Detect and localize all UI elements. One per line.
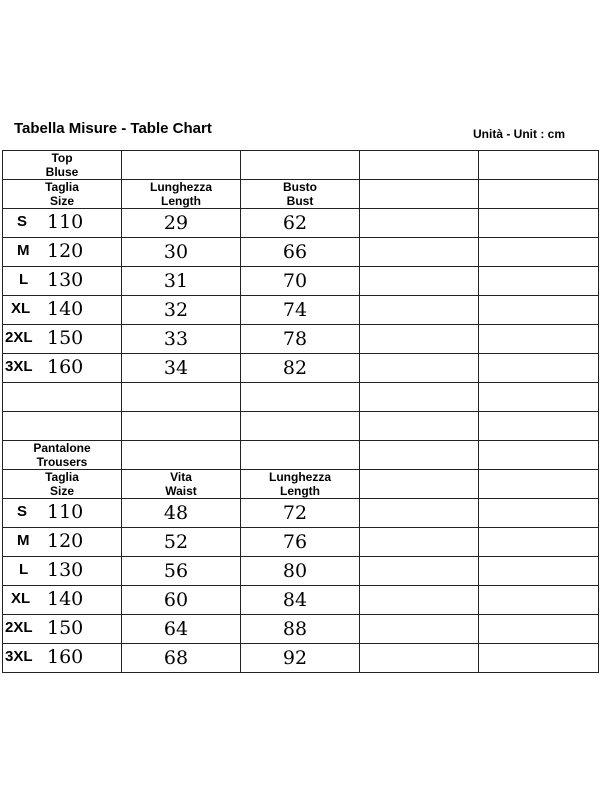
- trousers-size-row: [3, 644, 599, 673]
- size-cell: [3, 209, 122, 238]
- size-cell: [3, 296, 122, 325]
- trousers-category-cell: [3, 441, 122, 470]
- empty-cell: [360, 644, 479, 673]
- size-height: 120: [47, 530, 84, 552]
- size-cell: [3, 354, 122, 383]
- empty-cell: [479, 238, 599, 267]
- header-it: Lunghezza: [269, 470, 331, 484]
- size-label: S: [17, 503, 28, 520]
- empty-cell: [479, 557, 599, 586]
- size-cell: [3, 238, 122, 267]
- bust-value: 62: [241, 209, 360, 238]
- length-value: 80: [241, 557, 360, 586]
- top-category-en: Bluse: [45, 165, 79, 179]
- top-size-row: [3, 296, 599, 325]
- top-size-row: [3, 354, 599, 383]
- size-height: 110: [47, 501, 84, 523]
- waist-value: 56: [122, 557, 241, 586]
- empty-cell: [360, 354, 479, 383]
- empty-cell: [479, 354, 599, 383]
- bust-value: 66: [241, 238, 360, 267]
- size-height: 160: [47, 646, 84, 668]
- header-en: Bust: [286, 194, 314, 208]
- size-height: 140: [47, 298, 84, 320]
- header-it: Vita: [170, 470, 192, 484]
- empty-cell: [479, 267, 599, 296]
- empty-cell: [360, 296, 479, 325]
- empty-cell: [479, 325, 599, 354]
- length-value: 76: [241, 528, 360, 557]
- size-height: 150: [47, 327, 84, 349]
- size-cell: [3, 586, 122, 615]
- top-category-it: Top: [51, 151, 73, 165]
- size-cell: [3, 499, 122, 528]
- size-cell: [3, 615, 122, 644]
- trousers-header-size: [3, 470, 122, 499]
- size-cell: [3, 557, 122, 586]
- size-cell: [3, 267, 122, 296]
- empty-cell: [479, 296, 599, 325]
- length-value: 31: [122, 267, 241, 296]
- trousers-size-row: [3, 557, 599, 586]
- header-en: Length: [280, 484, 320, 498]
- size-label: M: [17, 532, 30, 549]
- trousers-size-row: [3, 528, 599, 557]
- empty-cell: [360, 528, 479, 557]
- header-en: Length: [161, 194, 201, 208]
- empty-cell: [479, 499, 599, 528]
- trousers-header-waist: [122, 470, 241, 499]
- size-label: 3XL: [5, 358, 33, 375]
- size-label: 3XL: [5, 648, 33, 665]
- waist-value: 68: [122, 644, 241, 673]
- trousers-size-row: [3, 615, 599, 644]
- spacer-row: [3, 412, 599, 441]
- waist-value: 52: [122, 528, 241, 557]
- bust-value: 82: [241, 354, 360, 383]
- size-cell: [3, 644, 122, 673]
- trousers-size-row: [3, 499, 599, 528]
- chart-title: Tabella Misure - Table Chart: [14, 120, 212, 137]
- length-value: 29: [122, 209, 241, 238]
- trousers-size-row: [3, 586, 599, 615]
- size-label: XL: [11, 590, 31, 607]
- length-value: 88: [241, 615, 360, 644]
- size-label: S: [17, 213, 28, 230]
- top-header-bust: [241, 180, 360, 209]
- header-en: Size: [49, 484, 74, 498]
- size-label: L: [19, 561, 29, 578]
- spacer-row: [3, 383, 599, 412]
- top-category-cell: [3, 151, 122, 180]
- length-value: 32: [122, 296, 241, 325]
- bust-value: 70: [241, 267, 360, 296]
- size-table: [2, 150, 599, 673]
- empty-cell: [360, 615, 479, 644]
- size-label: M: [17, 242, 30, 259]
- size-cell: [3, 528, 122, 557]
- top-category-row: [3, 151, 599, 180]
- empty-cell: [479, 615, 599, 644]
- top-header-row: [3, 180, 599, 209]
- empty-cell: [360, 325, 479, 354]
- empty-cell: [360, 557, 479, 586]
- header-en: Waist: [165, 484, 197, 498]
- trousers-header-row: [3, 470, 599, 499]
- top-size-row: [3, 267, 599, 296]
- empty-cell: [360, 499, 479, 528]
- bust-value: 74: [241, 296, 360, 325]
- bust-value: 78: [241, 325, 360, 354]
- header-it: Busto: [283, 180, 317, 194]
- size-height: 130: [47, 269, 84, 291]
- size-height: 130: [47, 559, 84, 581]
- length-value: 84: [241, 586, 360, 615]
- size-height: 120: [47, 240, 84, 262]
- empty-cell: [479, 528, 599, 557]
- header-it: Taglia: [45, 180, 79, 194]
- waist-value: 64: [122, 615, 241, 644]
- top-size-row: [3, 209, 599, 238]
- size-cell: [3, 325, 122, 354]
- empty-cell: [360, 238, 479, 267]
- empty-cell: [360, 209, 479, 238]
- length-value: 33: [122, 325, 241, 354]
- length-value: 30: [122, 238, 241, 267]
- empty-cell: [479, 209, 599, 238]
- unit-label: Unità - Unit : cm: [473, 127, 565, 141]
- header-it: Taglia: [45, 470, 79, 484]
- trousers-header-length: [241, 470, 360, 499]
- length-value: 72: [241, 499, 360, 528]
- trousers-category-row: [3, 441, 599, 470]
- size-height: 140: [47, 588, 84, 610]
- top-header-length: [122, 180, 241, 209]
- header-it: Lunghezza: [150, 180, 212, 194]
- length-value: 92: [241, 644, 360, 673]
- trousers-category-en: Trousers: [36, 455, 88, 469]
- empty-cell: [479, 644, 599, 673]
- empty-cell: [479, 586, 599, 615]
- empty-cell: [360, 267, 479, 296]
- waist-value: 60: [122, 586, 241, 615]
- waist-value: 48: [122, 499, 241, 528]
- size-label: XL: [11, 300, 31, 317]
- size-label: L: [19, 271, 29, 288]
- length-value: 34: [122, 354, 241, 383]
- trousers-category-it: Pantalone: [33, 441, 91, 455]
- size-height: 160: [47, 356, 84, 378]
- size-height: 110: [47, 211, 84, 233]
- size-label: 2XL: [5, 619, 33, 636]
- top-size-row: [3, 238, 599, 267]
- empty-cell: [360, 586, 479, 615]
- header-en: Size: [49, 194, 74, 208]
- size-label: 2XL: [5, 329, 33, 346]
- top-header-size: [3, 180, 122, 209]
- size-height: 150: [47, 617, 84, 639]
- top-size-row: [3, 325, 599, 354]
